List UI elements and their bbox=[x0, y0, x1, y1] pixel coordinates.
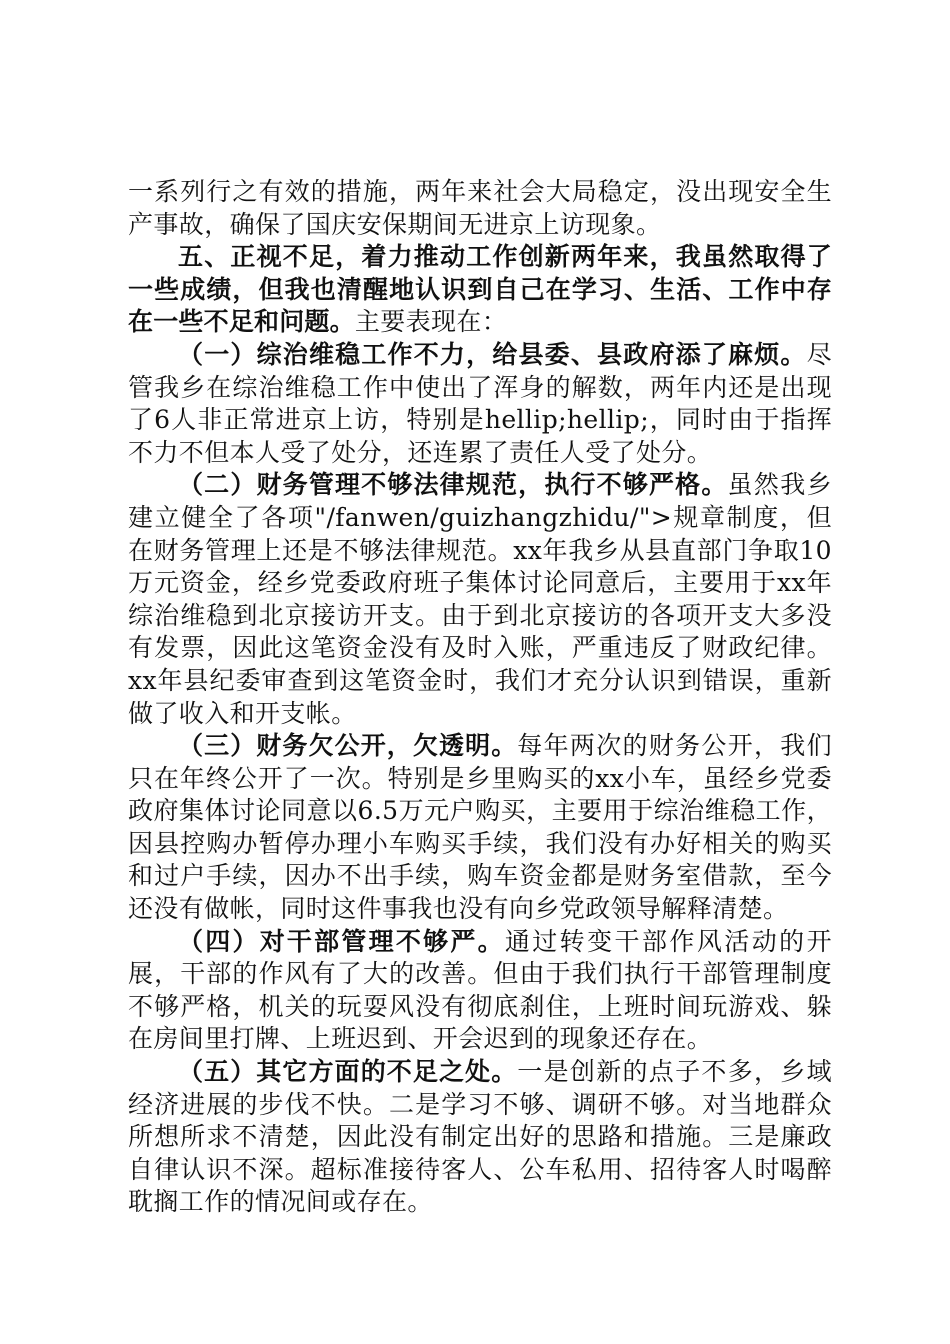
paragraph-text: 一是创新的点子不多，乡域经济进展的步伐不快。二是学习不够、调研不够。对当地群众所想所求不清楚，因此没有制定出好的思路和措施。三是廉政自律认识不深。超标准接待客人、公车私用、招待客人时喝醉耽搁工作的情况间或存在。 bbox=[128, 1057, 832, 1217]
item-two-paragraph bbox=[128, 469, 832, 730]
paragraph-text: 虽然我乡建立健全了各项"/fanwen/guizhangzhidu/">规章制度，但在财务管理上还是不够法律规范。xx年我乡从县直部门争取10万元资金，经乡党委政府班子集体讨论同意后，主要用于xx年综治维稳到北京接访开支。由于到北京接访的各项开支大多没有发票，因此这笔资金没有及时入账，严重违反了财政纪律。xx年县纪委审查到这笔资金时，我们才充分认识到错误，重新做了收入和开支帐。 bbox=[128, 470, 832, 728]
item-one-heading: （一）综治维稳工作不力，给县委、县政府添了麻烦。 bbox=[178, 339, 807, 369]
item-three-heading: （三）财务欠公开，欠透明。 bbox=[178, 731, 518, 761]
section-five-heading: 五、正视不足，着力推动工作创新两年来，我虽然取得了一些成绩，但我也清醒地认识到自己在学习、生活、工作中存在一些不足和问题。 bbox=[128, 242, 832, 337]
paragraph-text: 一系列行之有效的措施，两年来社会大局稳定，没出现安全生产事故，确保了国庆安保期间无进京上访现象。 bbox=[128, 177, 832, 239]
item-five-paragraph bbox=[128, 1056, 832, 1219]
document-page bbox=[128, 176, 832, 1219]
paragraph-text: 每年两次的财务公开，我们只在年终公开了一次。特别是乡里购买的xx小车，虽经乡党委政府集体讨论同意以6.5万元户购买，主要用于综治维稳工作，因县控购办暂停办理小车购买手续，我们没有办好相关的购买和过户手续，因办不出手续，购车资金都是财务室借款，至今还没有做帐，同时这件事我也没有向乡党政领导解释清楚。 bbox=[128, 731, 832, 924]
paragraph-continuation bbox=[128, 176, 832, 241]
section-five-paragraph bbox=[128, 241, 832, 339]
paragraph-text: 尽管我乡在综治维稳工作中使出了浑身的解数，两年内还是出现了6人非正常进京上访，特别是hellip;hellip;，同时由于指挥不力不但本人受了处分，还连累了责任人受了处分。 bbox=[128, 339, 832, 467]
paragraph-text: 通过转变干部作风活动的开展，干部的作风有了大的改善。但由于我们执行干部管理制度不够严格，机关的玩耍风没有彻底刹住，上班时间玩游戏、躲在房间里打牌、上班迟到、开会迟到的现象还存在。 bbox=[128, 926, 832, 1054]
item-two-heading: （二）财务管理不够法律规范，执行不够严格。 bbox=[178, 470, 728, 500]
item-four-heading: （四）对干部管理不够严。 bbox=[178, 926, 505, 956]
item-five-heading: （五）其它方面的不足之处。 bbox=[178, 1057, 518, 1087]
item-one-paragraph bbox=[128, 339, 832, 469]
item-four-paragraph bbox=[128, 926, 832, 1056]
item-three-paragraph bbox=[128, 730, 832, 926]
paragraph-text: 主要表现在： bbox=[354, 307, 508, 337]
